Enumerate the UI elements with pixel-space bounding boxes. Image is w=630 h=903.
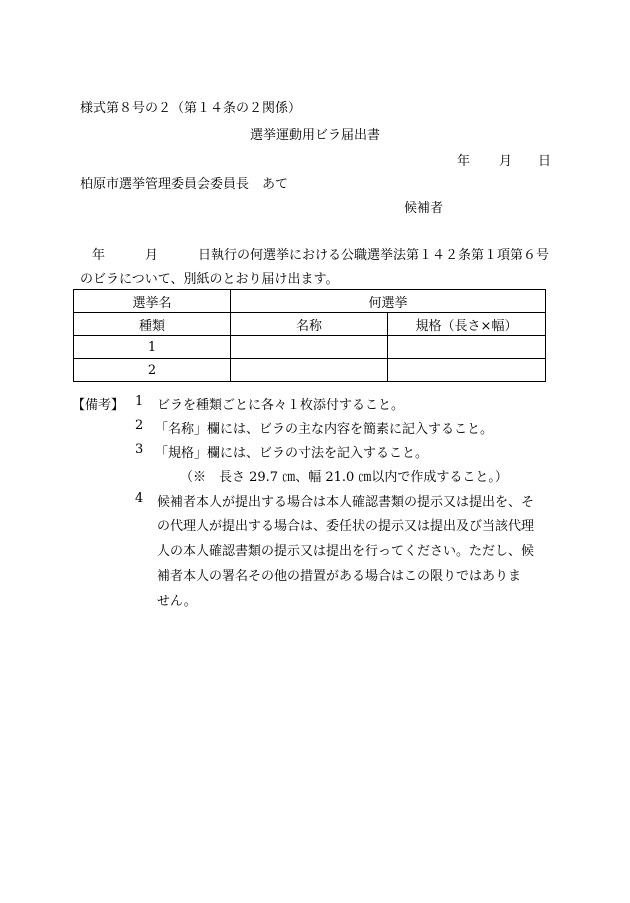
form-number: 様式第８号の２（第１４条の２関係） [80,101,302,116]
name-cell[interactable] [231,359,388,382]
note-text-line: の代理人が提出する場合は、委任状の提示又は提出及び当該代理 [157,519,535,534]
date-day-label: 日 [538,154,552,169]
table-row [74,336,546,359]
candidate-label: 候補者 [404,201,444,216]
date-year-label: 年 [457,154,471,169]
leaflet-table [73,289,546,382]
column-spec-header: 規格（長さ×幅） [388,313,546,336]
spec-cell[interactable] [388,359,546,382]
note-subnote: （※ 長さ 29.7 ㎝、幅 21.0 ㎝以内で作成すること。） [180,470,508,485]
recipient: 柏原市選挙管理委員会委員長 あて [80,177,289,192]
note-text: ビラを種類ごとに各々１枚添付すること。 [157,398,405,413]
table-row-election [74,290,546,313]
election-name-header: 選挙名 [74,290,231,313]
spec-cell[interactable] [388,336,546,359]
note-text-line: 候補者本人が提出する場合は本人確認書類の提示又は提出を、そ [157,495,535,510]
note-number: 1 [135,394,144,409]
body-line-2: のビラについて、別紙のとおり届け出ます。 [80,272,339,287]
column-type-header: 種類 [74,313,231,336]
note-number: 4 [135,491,144,506]
election-year-label: 年 [92,248,106,263]
row-number: 1 [74,336,231,359]
column-name-header: 名称 [231,313,388,336]
note-number: 3 [135,442,144,457]
note-text-line: 人の本人確認書類の提示又は提出を行ってください。ただし、候 [157,544,535,559]
note-number: 2 [135,418,144,433]
date-month-label: 月 [499,154,513,169]
election-name-value: 何選挙 [231,290,546,313]
document-title: 選挙運動用ビラ届出書 [250,128,381,143]
election-month-label: 月 [145,248,159,263]
name-cell[interactable] [231,336,388,359]
table-row [74,359,546,382]
row-number: 2 [74,359,231,382]
table-header-row [74,313,546,336]
note-text: 「規格」欄には、ビラの寸法を記入すること。 [155,446,429,461]
notes-label: 【備考】 [72,398,125,413]
note-text: 「名称」欄には、ビラの主な内容を簡素に記入すること。 [155,422,494,437]
note-text-line: 補者本人の署名その他の措置がある場合はこの限りではありま [157,569,522,584]
note-text-line: せん。 [157,594,197,609]
body-line-1-text: 日執行の何選挙における公職選挙法第１４２条第１項第６号 [198,248,550,263]
